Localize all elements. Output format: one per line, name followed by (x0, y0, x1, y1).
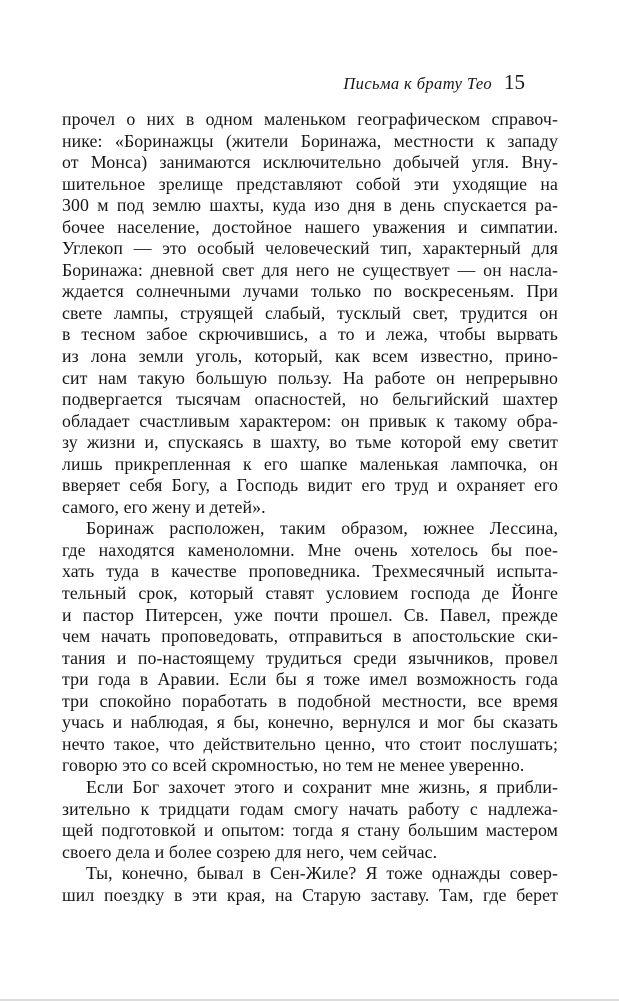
text-line: учась и наблюдая, я бы, конечно, вернулся и мог бы сказать (62, 712, 558, 733)
paragraph (62, 863, 558, 906)
text-line: три года в Аравии. Если бы я тоже имел возможность года (62, 669, 558, 690)
text-line: свете лампы, струящей слабый, тусклый свет, трудится он (62, 302, 558, 323)
paragraph (62, 518, 558, 777)
text-line: шительное зрелище представляют собой эти уходящие на (62, 173, 558, 194)
text-line: и пастор Питерсен, уже почти прошел. Св. Павел, прежде (62, 604, 558, 625)
text-line: Углекоп — это особый человеческий тип, характерный для (62, 238, 558, 259)
text-line: зительно к тридцати годам смогу начать работу с надлежа- (62, 798, 558, 819)
text-line: вверяет себя Богу, а Господь видит его труд и охраняет его (62, 475, 558, 496)
running-head (62, 70, 558, 95)
text-line: нечто такое, что действительно ценно, что стоит послушать; (62, 733, 558, 754)
text-line: три спокойно поработать в подобной местности, все время (62, 690, 558, 711)
text-line: обладает счастливым характером: он привык к такому обра- (62, 410, 558, 431)
text-line: тания и по-настоящему трудиться среди язычников, провел (62, 647, 558, 668)
page-body (62, 109, 558, 906)
text-line: зу жизни и, спускаясь в шахту, во тьме которой ему светит (62, 432, 558, 453)
text-line: Боринажа: дневной свет для него не существует — он насла- (62, 259, 558, 280)
text-line: хать туда в качестве проповедника. Трехмесячный испыта- (62, 561, 558, 582)
text-line: лишь прикрепленная к его шапке маленькая лампочка, он (62, 453, 558, 474)
page-number: 15 (504, 70, 525, 94)
text-line: самого, его жену и детей». (62, 496, 266, 517)
text-line: Боринаж расположен, таким образом, южнее Лессина, (86, 518, 558, 539)
text-line: сит нам такую большую пользу. На работе он непрерывно (62, 367, 558, 388)
text-line: из лона земли уголь, который, как всем известно, прино- (62, 346, 558, 367)
text-line: в тесном забое скрючившись, а то и лежа, чтобы вырвать (62, 324, 558, 345)
text-line: 300 м под землю шахты, куда изо дня в день спускается ра- (62, 195, 558, 216)
paragraph (62, 109, 558, 518)
text-line: своего дела и более созрею для него, чем сейчас. (62, 841, 438, 862)
running-title: Письма к брату Тео (343, 74, 492, 93)
text-line: тельный срок, который ставят условием господа де Йонге (62, 583, 558, 604)
text-line: нике: «Боринажцы (жители Боринажа, местности к западу (62, 130, 558, 151)
text-line: чем начать проповедовать, отправиться в апостольские ски- (62, 626, 558, 647)
text-line: Ты, конечно, бывал в Сен-Жиле? Я тоже однажды совер- (86, 863, 558, 884)
paragraph (62, 777, 558, 863)
text-line: прочел о них в одном маленьком географическом справоч- (62, 109, 558, 129)
text-line: от Монса) занимаются исключительно добычей угля. Вну- (62, 152, 558, 173)
text-line: подвергается тысячам опасностей, но бельгийский шахтер (62, 389, 558, 410)
text-line: щей подготовкой и опытом: тогда я стану большим мастером (62, 820, 558, 841)
text-line: где находятся каменоломни. Мне очень хотелось бы пое- (62, 539, 558, 560)
text-line: ждается солнечными лучами только по воскресеньям. При (62, 281, 558, 302)
text-line: бочее население, достойное нашего уважения и симпатии. (62, 216, 558, 237)
text-line: шил поездку в эти края, на Старую заставу. Там, где берет (62, 884, 558, 905)
text-line: Если Бог захочет этого и сохранит мне жизнь, я прибли- (86, 776, 558, 797)
text-line: говорю это со всей скромностью, но тем не менее уверенно. (62, 755, 525, 776)
